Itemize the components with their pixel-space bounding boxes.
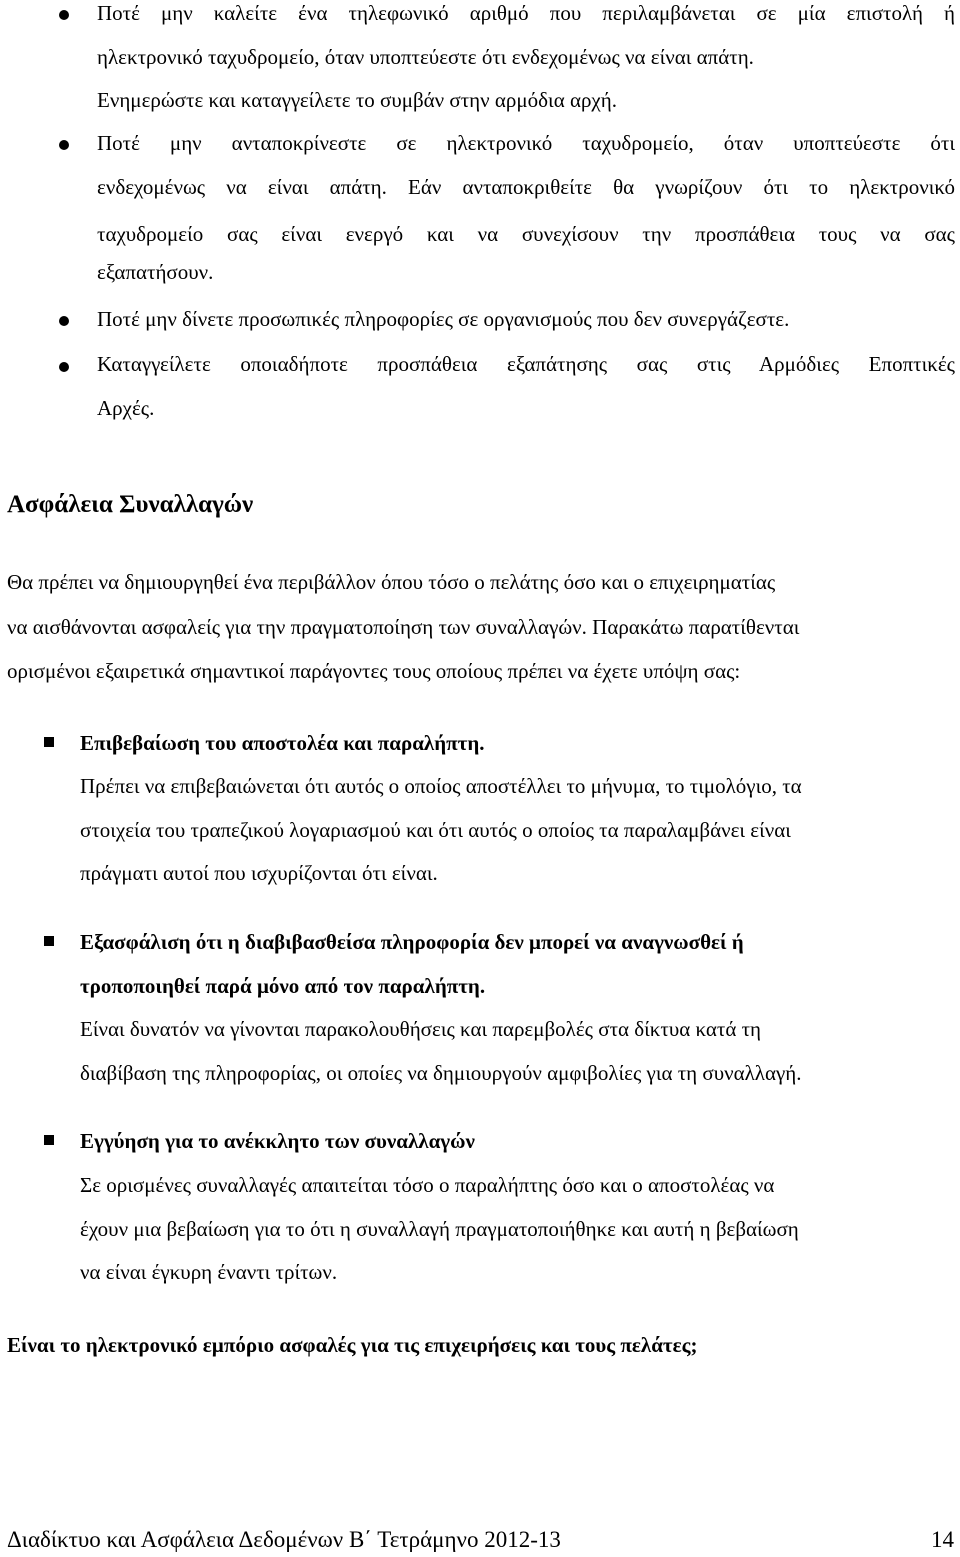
intro-line: Θα πρέπει να δημιουργηθεί ένα περιβάλλον όπου τόσο ο πελάτης όσο και ο επιχειρηματίας: [7, 570, 776, 594]
subsection-title: Εξασφάλιση ότι η διαβιβασθείσα πληροφορία δεν μπορεί να αναγνωσθεί ή: [80, 930, 744, 954]
closing-question: Είναι το ηλεκτρονικό εµπόριο ασφαλές για τις επιχειρήσεις και τους πελάτες;: [7, 1333, 698, 1357]
bullet-dot-icon: [59, 10, 69, 20]
intro-line: να αισθάνονται ασφαλείς για την πραγματοποίηση των συναλλαγών. Παρακάτω παρατίθενται: [7, 615, 800, 639]
list-item-line: ενδεχομένως να είναι απάτη. Εάν ανταποκριθείτε θα γνωρίζουν ότι το ηλεκτρονικό: [97, 175, 955, 199]
subsection-title: τροποποιηθεί παρά μόνο από τον παραλήπτη.: [80, 974, 486, 998]
list-item-line: ταχυδρομείο σας είναι ενεργό και να συνεχίσουν την προσπάθεια τους να σας: [97, 222, 955, 246]
section-title: Ασφάλεια Συναλλαγών: [7, 491, 254, 518]
square-bullet-icon: [44, 1135, 54, 1145]
subsection-line: στοιχεία του τραπεζικού λογαριασμού και ότι αυτός ο οποίος τα παραλαμβάνει είναι: [80, 818, 791, 842]
subsection-line: Πρέπει να επιβεβαιώνεται ότι αυτός ο οποίος αποστέλλει το μήνυμα, το τιμολόγιο, τα: [80, 774, 802, 798]
list-item-line: ηλεκτρονικό ταχυδρομείο, όταν υποπτεύεστε ότι ενδεχομένως να είναι απάτη.: [97, 45, 754, 69]
list-item-line: Ποτέ μην δίνετε προσωπικές πληροφορίες σε οργανισμούς που δεν συνεργάζεστε.: [97, 307, 790, 331]
subsection-title: Εγγύηση για το ανέκκλητο των συναλλαγών: [80, 1129, 475, 1153]
subsection-line: Σε ορισμένες συναλλαγές απαιτείται τόσο ο παραλήπτης όσο και ο αποστολέας να: [80, 1173, 775, 1197]
subsection-line: να είναι έγκυρη έναντι τρίτων.: [80, 1260, 338, 1284]
square-bullet-icon: [44, 737, 54, 747]
subsection-line: έχουν μια βεβαίωση για το ότι η συναλλαγή πραγματοποιήθηκε και αυτή η βεβαίωση: [80, 1217, 799, 1241]
intro-line: ορισμένοι εξαιρετικά σημαντικοί παράγοντες τους οποίους πρέπει να έχετε υπόψη σας:: [7, 659, 741, 683]
bullet-dot-icon: [59, 362, 69, 372]
list-item-line: Ποτέ μην καλείτε ένα τηλεφωνικό αριθμό που περιλαμβάνεται σε μία επιστολή ή: [97, 1, 955, 25]
square-bullet-icon: [44, 936, 54, 946]
bullet-dot-icon: [59, 316, 69, 326]
footer-title: Διαδίκτυο και Ασφάλεια Δεδομένων Β΄ Τετράμηνο 2012-13: [7, 1527, 561, 1552]
list-item-line: Αρχές.: [97, 396, 155, 420]
subsection-line: πράγματι αυτοί που ισχυρίζονται ότι είναι.: [80, 861, 438, 885]
subsection-title: Επιβεβαίωση του αποστολέα και παραλήπτη.: [80, 731, 485, 755]
list-item-line: εξαπατήσουν.: [97, 260, 214, 284]
bullet-dot-icon: [59, 140, 69, 150]
list-item-line: Ποτέ μην ανταποκρίνεστε σε ηλεκτρονικό ταχυδρομείο, όταν υποπτεύεστε ότι: [97, 131, 955, 155]
page-number: 14: [931, 1527, 954, 1552]
list-item-line: Ενημερώστε και καταγγείλετε το συμβάν στην αρμόδια αρχή.: [97, 88, 617, 112]
subsection-line: Είναι δυνατόν να γίνονται παρακολουθήσεις και παρεμβολές στα δίκτυα κατά τη: [80, 1017, 761, 1041]
subsection-line: διαβίβαση της πληροφορίας, οι οποίες να δημιουργούν αμφιβολίες για τη συναλλαγή.: [80, 1061, 802, 1085]
list-item-line: Καταγγείλετε οποιαδήποτε προσπάθεια εξαπάτησης σας στις Αρμόδιες Εποπτικές: [97, 352, 955, 376]
